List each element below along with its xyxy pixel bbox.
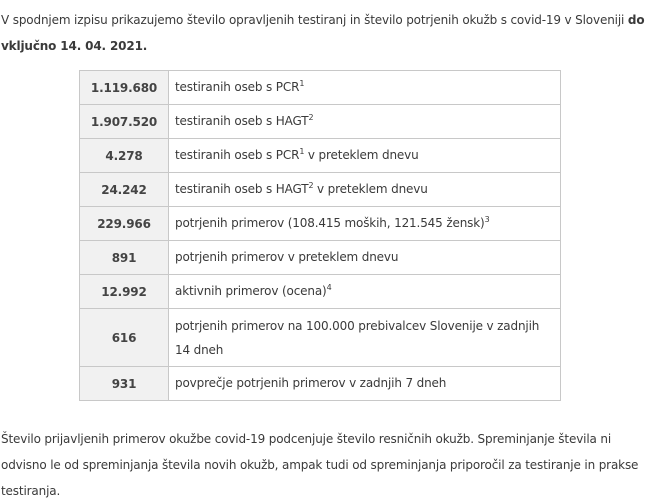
stat-desc-text: testiranih oseb s HAGT xyxy=(175,182,309,196)
stat-description xyxy=(169,367,561,401)
stat-desc-text: testiranih oseb s HAGT xyxy=(175,114,309,128)
stat-value: 24.242 xyxy=(80,173,169,207)
footer-paragraph: Število prijavljenih primerov okužbe covid-19 podcenjuje število resničnih okužb. Spreminjanje števila ni odvisno le od spreminjanja števila novih okužb, ampak tudi od spreminjanja priporočil za testiranje in prakse testiranja. xyxy=(1,432,639,498)
table-row xyxy=(80,71,561,105)
table-row xyxy=(80,173,561,207)
footnote-mark: 1 xyxy=(299,79,305,88)
stat-desc-text: potrjenih primerov (108.415 moških, 121.545 žensk) xyxy=(175,216,485,230)
stat-description xyxy=(169,309,561,367)
stat-value: 891 xyxy=(80,241,169,275)
stat-description xyxy=(169,275,561,309)
table-row xyxy=(80,241,561,275)
stat-description xyxy=(169,241,561,275)
stats-table xyxy=(79,70,561,401)
footnote-mark: 4 xyxy=(326,283,332,292)
stat-desc-text: testiranih oseb s PCR xyxy=(175,148,300,162)
stat-value: 229.966 xyxy=(80,207,169,241)
footnote-mark: 2 xyxy=(308,181,314,190)
table-row xyxy=(80,139,561,173)
stat-desc-text: potrjenih primerov na 100.000 prebivalcev Slovenije v zadnjih 14 dneh xyxy=(175,318,540,357)
stat-description xyxy=(169,173,561,207)
table-row xyxy=(80,309,561,367)
stat-value: 1.907.520 xyxy=(80,105,169,139)
stat-desc-text: potrjenih primerov v preteklem dnevu xyxy=(175,250,399,264)
footnote-mark: 3 xyxy=(484,215,490,224)
intro-paragraph xyxy=(1,7,651,59)
footnote-mark: 1 xyxy=(299,147,305,156)
stat-desc-suffix: v preteklem dnevu xyxy=(313,182,428,196)
stat-desc-text: testiranih oseb s PCR xyxy=(175,80,300,94)
stat-value: 4.278 xyxy=(80,139,169,173)
stat-value: 616 xyxy=(80,309,169,367)
stat-desc-suffix: v preteklem dnevu xyxy=(304,148,419,162)
footnote-mark: 2 xyxy=(308,113,314,122)
stat-description xyxy=(169,139,561,173)
table-row xyxy=(80,367,561,401)
table-row xyxy=(80,207,561,241)
table-row xyxy=(80,275,561,309)
stat-value: 931 xyxy=(80,367,169,401)
table-row xyxy=(80,105,561,139)
stat-description xyxy=(169,207,561,241)
stat-value: 12.992 xyxy=(80,275,169,309)
stat-description xyxy=(169,71,561,105)
stat-desc-text: povprečje potrjenih primerov v zadnjih 7 dneh xyxy=(175,376,447,390)
stat-description xyxy=(169,105,561,139)
stat-desc-text: aktivnih primerov (ocena) xyxy=(175,284,327,298)
intro-date: do vključno 14. 04. 2021. xyxy=(1,13,645,53)
stat-value: 1.119.680 xyxy=(80,71,169,105)
intro-text: V spodnjem izpisu prikazujemo število opravljenih testiranj in število potrjenih okužb s covid-19 v Sloveniji xyxy=(1,13,628,27)
